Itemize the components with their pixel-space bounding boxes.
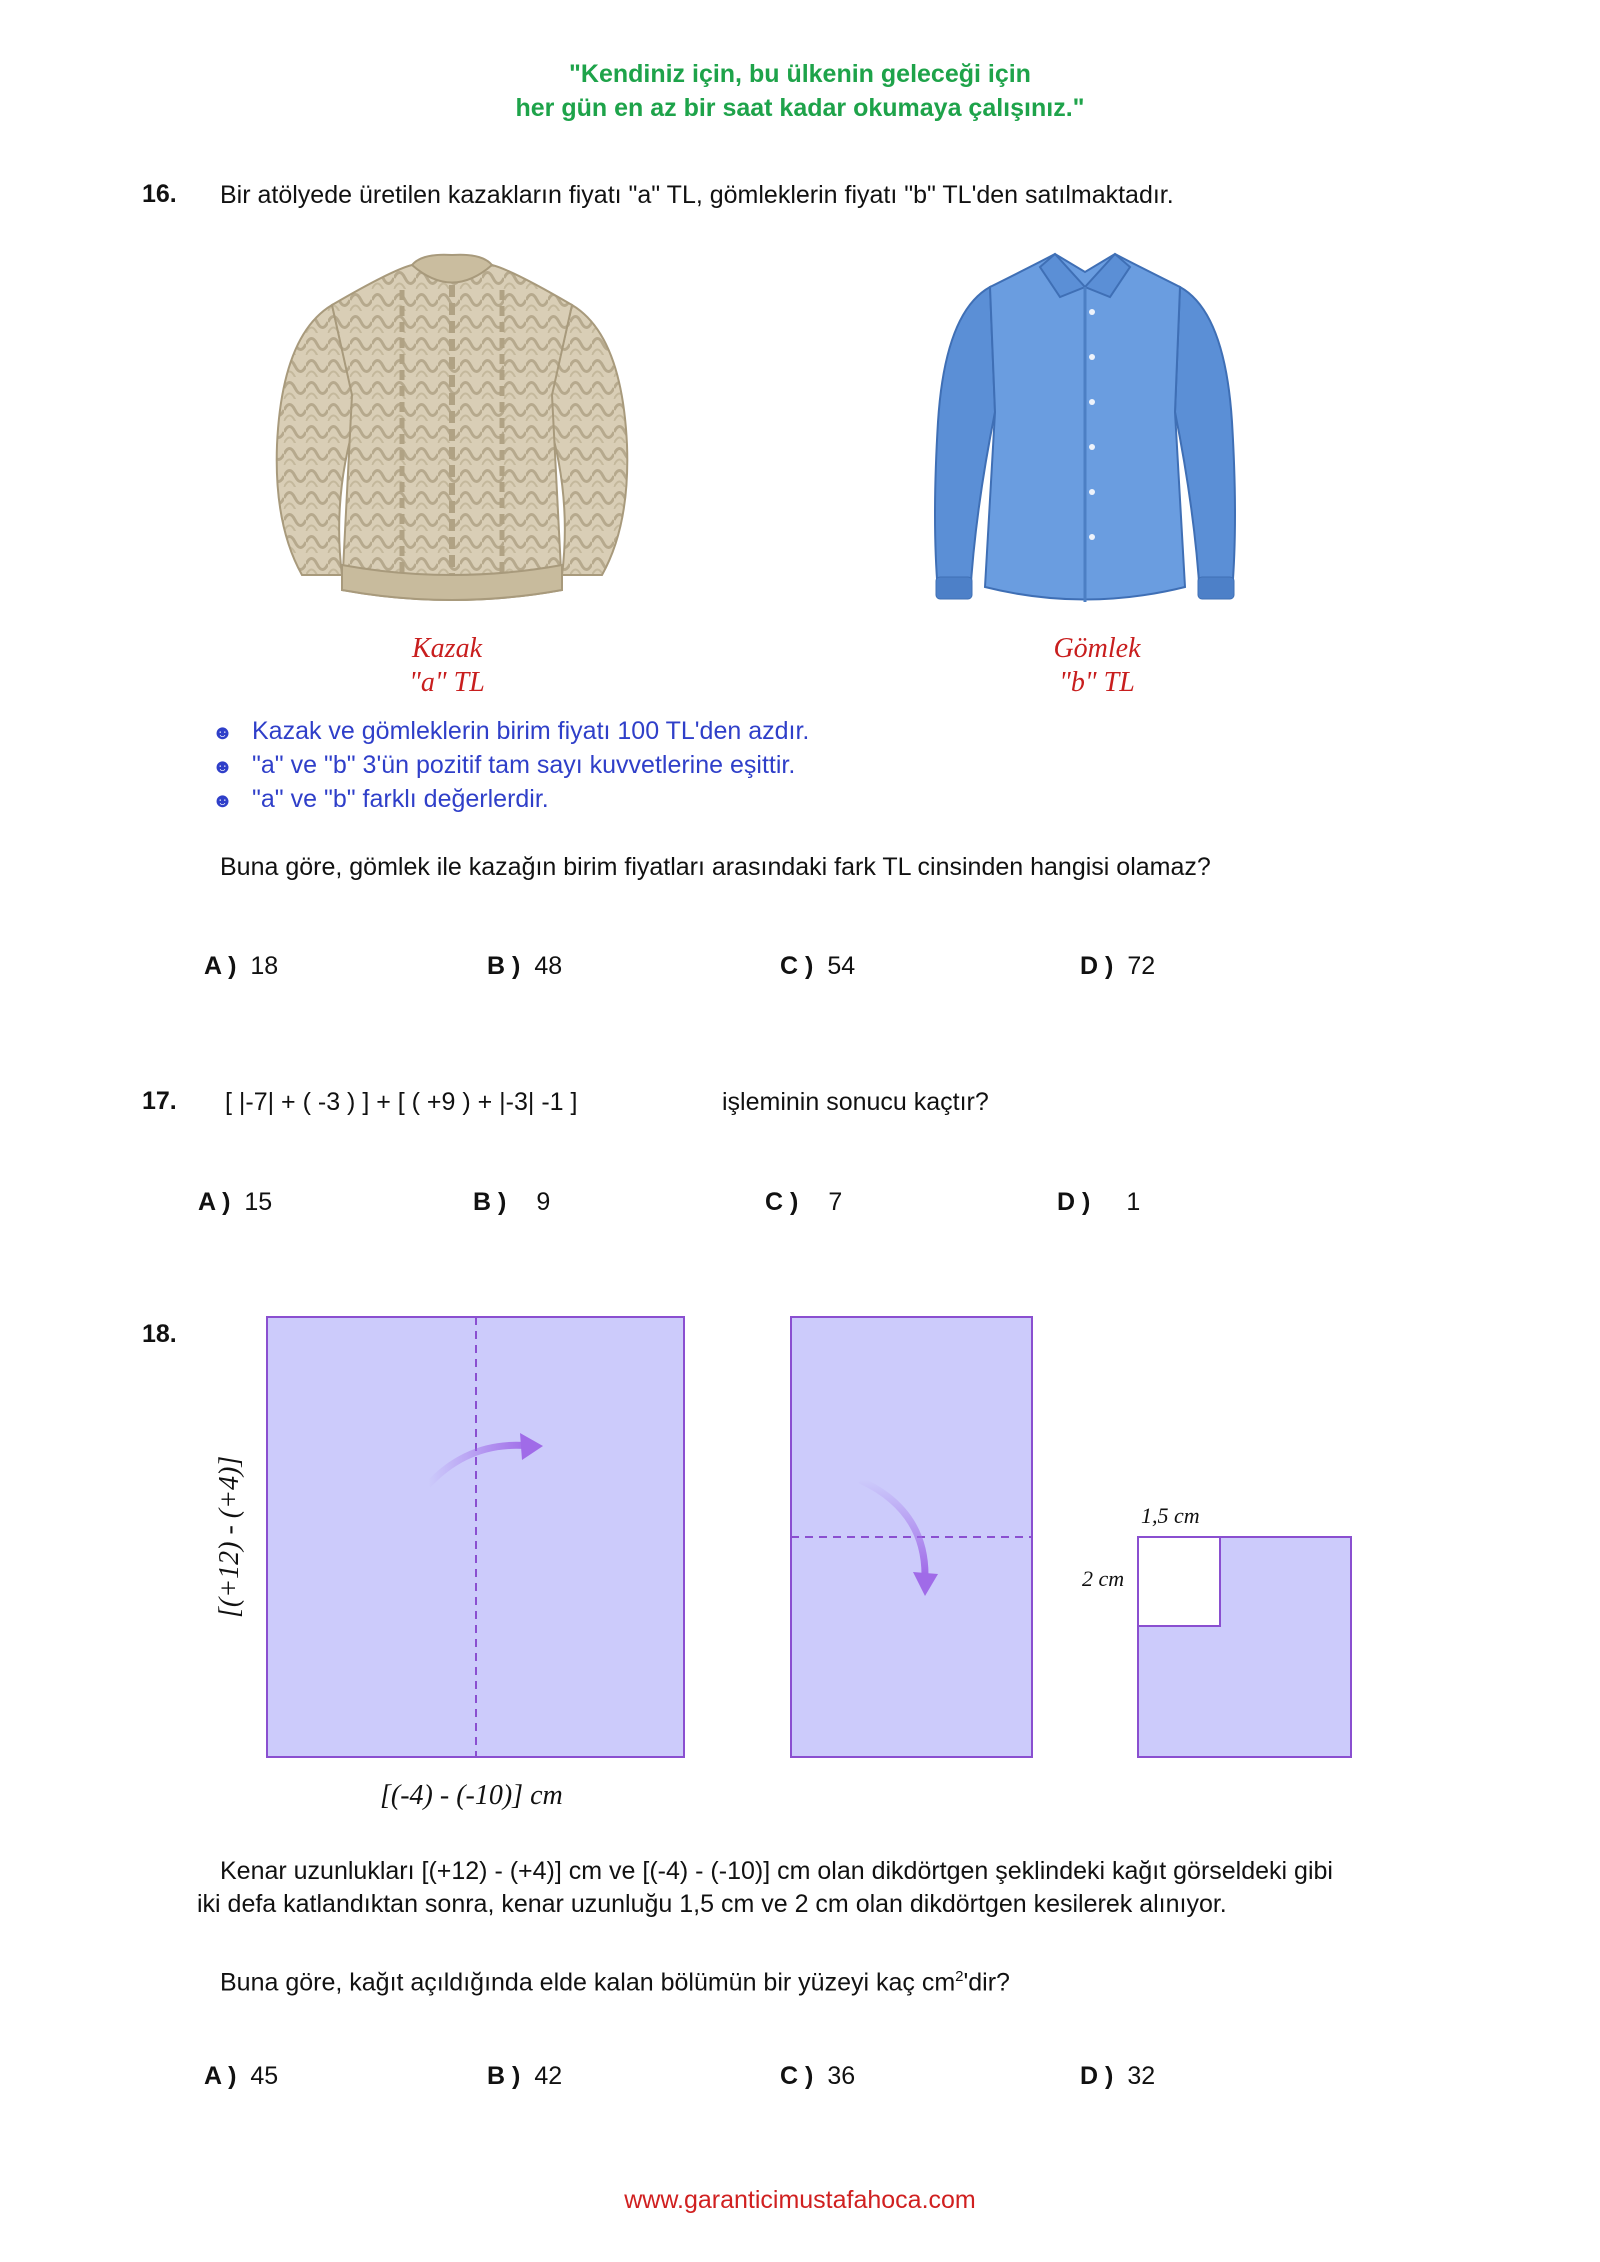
- option-value: 1: [1126, 1188, 1141, 1216]
- q18-option-c[interactable]: [780, 2062, 855, 2091]
- question-18-text-line-2: iki defa katlandıktan sonra, kenar uzunluğu 1,5 cm ve 2 cm olan dikdörtgen kesilerek alınıyor.: [197, 1890, 1227, 1918]
- option-letter: D ): [1080, 952, 1114, 980]
- question-17-prompt: işleminin sonucu kaçtır?: [722, 1088, 989, 1116]
- condition-item-1: [212, 714, 809, 750]
- width-label: [(-4) - (-10)] cm: [380, 1780, 563, 1811]
- q16-option-c[interactable]: [780, 952, 855, 981]
- cut-out-rect: [1138, 1537, 1220, 1626]
- prompt-suffix: 'dir?: [963, 1968, 1010, 1997]
- q16-option-b[interactable]: [487, 952, 562, 981]
- question-16-prompt: Buna göre, gömlek ile kazağın birim fiyatları arasındaki fark TL cinsinden hangisi olamaz?: [220, 853, 1211, 881]
- condition-text-1: Kazak ve gömleklerin birim fiyatı 100 TL'den azdır.: [252, 717, 810, 745]
- condition-text-2: "a" ve "b" 3'ün pozitif tam sayı kuvvetlerine eşittir.: [252, 751, 796, 779]
- condition-text-3: "a" ve "b" farklı değerlerdir.: [252, 785, 549, 813]
- option-value: 48: [534, 952, 563, 980]
- option-letter: C ): [780, 2062, 814, 2090]
- option-value: 72: [1127, 952, 1156, 980]
- option-letter: C ): [780, 952, 814, 980]
- option-value: 7: [828, 1188, 843, 1216]
- option-value: 9: [536, 1188, 551, 1216]
- shirt-caption-price: "b" TL: [1059, 667, 1135, 698]
- height-label: [(+12) - (+4)]: [214, 1455, 245, 1618]
- question-17-number: 17.: [142, 1087, 177, 1115]
- prompt-superscript: 2: [955, 1968, 964, 1985]
- q16-option-a[interactable]: [204, 952, 278, 981]
- question-17-expression: [ |-7| + ( -3 ) ] + [ ( +9 ) + |-3| -1 ]: [225, 1088, 578, 1116]
- option-letter: A ): [204, 2062, 237, 2090]
- smiley-icon: ☻: [212, 756, 234, 778]
- q16-option-d[interactable]: [1080, 952, 1155, 981]
- condition-item-3: [212, 782, 549, 818]
- option-value: 32: [1127, 2062, 1156, 2090]
- q17-option-b[interactable]: [473, 1188, 550, 1217]
- question-18-text-line-1: Kenar uzunlukları [(+12) - (+4)] cm ve [(-4) - (-10)] cm olan dikdörtgen şeklindeki kağıt görseldeki gibi: [220, 1857, 1333, 1885]
- question-18-prompt: [220, 1960, 1010, 1999]
- sweater-caption-price: "a" TL: [409, 667, 485, 698]
- footer-link[interactable]: www.garanticimustafahoca.com: [624, 2186, 976, 2214]
- option-letter: C ): [765, 1188, 799, 1216]
- question-16-number: 16.: [142, 180, 177, 208]
- option-letter: A ): [204, 952, 237, 980]
- q17-option-a[interactable]: [198, 1188, 272, 1217]
- shirt-image: [920, 242, 1250, 612]
- option-value: 54: [827, 952, 856, 980]
- q17-option-c[interactable]: [765, 1188, 842, 1217]
- motto-line-2: her gün en az bir saat kadar okumaya çalışınız.": [515, 94, 1085, 122]
- question-16-text: Bir atölyede üretilen kazakların fiyatı "a" TL, gömleklerin fiyatı "b" TL'den satılmaktadır.: [220, 181, 1174, 209]
- option-letter: D ): [1080, 2062, 1114, 2090]
- original-paper-rect: [267, 1317, 684, 1757]
- option-value: 45: [250, 2062, 279, 2090]
- q18-option-a[interactable]: [204, 2062, 278, 2091]
- motto-line-1: "Kendiniz için, bu ülkenin geleceği için: [569, 60, 1031, 88]
- q17-option-d[interactable]: [1057, 1188, 1140, 1217]
- smiley-icon: ☻: [212, 722, 234, 744]
- option-letter: B ): [487, 2062, 521, 2090]
- option-value: 36: [827, 2062, 856, 2090]
- option-letter: B ): [487, 952, 521, 980]
- option-value: 15: [244, 1188, 273, 1216]
- option-letter: A ): [198, 1188, 231, 1216]
- q18-option-d[interactable]: [1080, 2062, 1155, 2091]
- q18-option-b[interactable]: [487, 2062, 562, 2091]
- question-18-number: 18.: [142, 1320, 177, 1348]
- option-letter: B ): [473, 1188, 507, 1216]
- option-value: 18: [250, 952, 279, 980]
- shirt-caption-name: Gömlek: [1053, 633, 1141, 664]
- prompt-text: Buna göre, kağıt açıldığında elde kalan bölümün bir yüzeyi kaç cm: [220, 1968, 956, 1997]
- condition-item-2: [212, 748, 795, 784]
- option-letter: D ): [1057, 1188, 1091, 1216]
- sweater-image: [262, 245, 642, 615]
- cut-height-label: 2 cm: [1082, 1566, 1125, 1591]
- cut-width-label: 1,5 cm: [1141, 1503, 1200, 1528]
- option-value: 42: [534, 2062, 563, 2090]
- smiley-icon: ☻: [212, 790, 234, 812]
- sweater-caption-name: Kazak: [412, 633, 482, 664]
- folded-once-rect: [791, 1317, 1032, 1757]
